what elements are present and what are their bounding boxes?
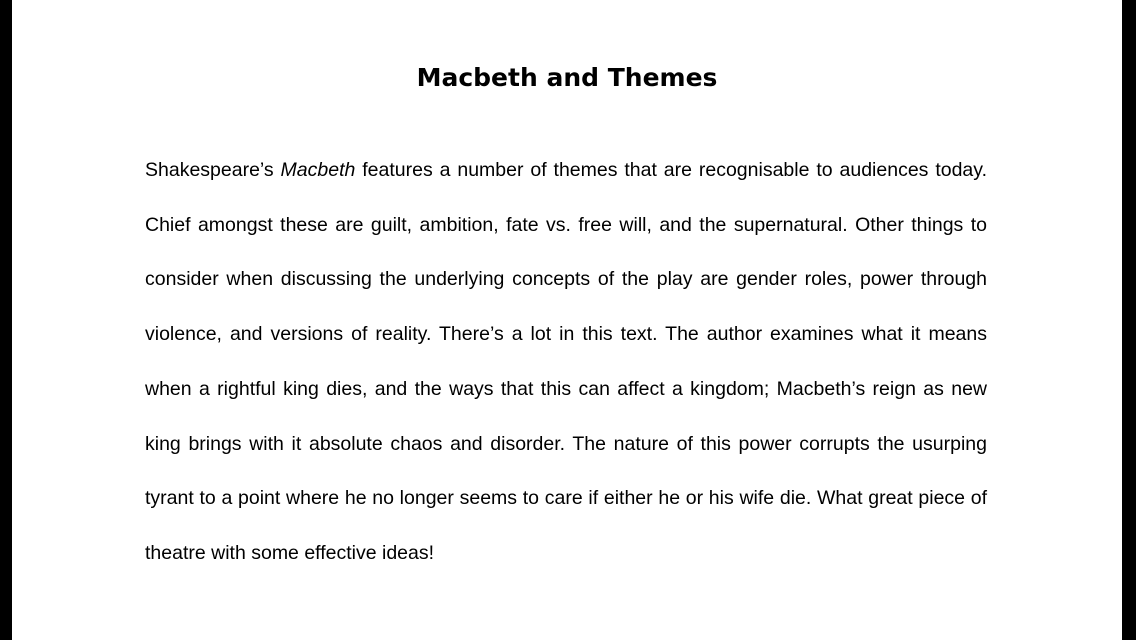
play-title-italic: Macbeth — [280, 159, 356, 181]
document-title: Macbeth and Themes — [416, 63, 718, 92]
document-page — [12, 0, 1122, 640]
paragraph-lead: Shakespeare’s — [145, 159, 281, 181]
paragraph-text: features a number of themes that are recognisable to audiences today. Chief amongst these are guilt, ambition, fate vs. free will, and the supernatural. Other things to consider when discussing the underlying concepts of the play are gender roles, power through violence, and versions of reality. There’s a lot in this text. The author examines what it means when a rightful king dies, and the ways that this can affect a kingdom; Macbeth’s reign as new king brings with it absolute chaos and disorder. The nature of this power corrupts the usurping tyrant to a point where he no longer seems to care if either he or his wife die. What great piece of theatre with some effective ideas! — [145, 159, 987, 564]
body-paragraph — [145, 143, 987, 581]
